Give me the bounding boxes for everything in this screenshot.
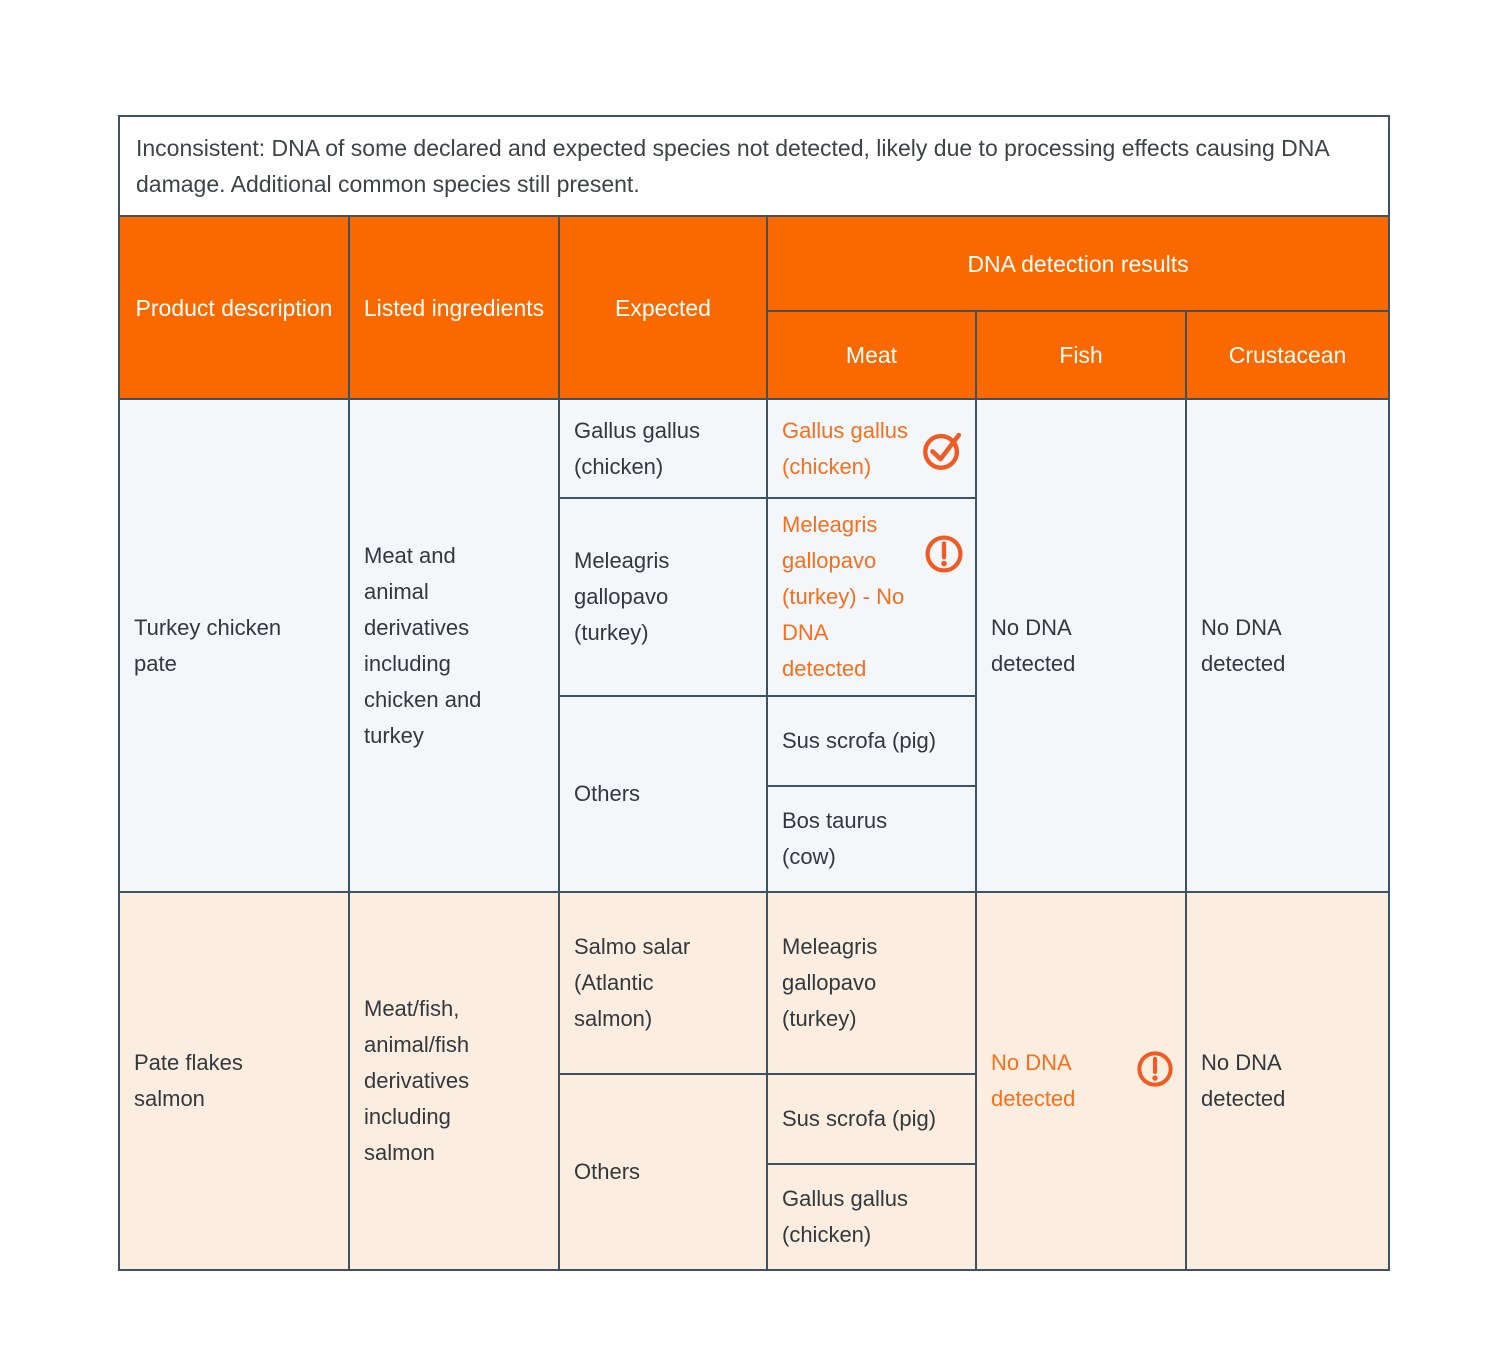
cell-expected-species [559,498,767,696]
cell-fish-result [976,892,1186,1270]
cell-expected-species [559,1074,767,1270]
exclamation-circle-icon [1135,1049,1175,1089]
fish-result-text: No DNA detected [991,614,1076,676]
cell-expected-species [559,892,767,1074]
meat-result-text: Meleagris gallopavo (turkey) [782,934,878,1031]
header-product-description: Product description [119,216,349,399]
expected-species-text: Others [574,781,641,806]
cell-fish-result [976,399,1186,892]
cell-meat-result [767,498,976,696]
cell-listed-ingredients [349,892,559,1270]
cell-product-name [119,892,349,1270]
dna-results-table [118,115,1390,1271]
crustacean-result-text: No DNA detected [1201,614,1286,676]
exclamation-circle-icon [923,533,965,575]
cell-expected-species [559,696,767,892]
header-meat: Meat [767,311,976,399]
header-expected: Expected [559,216,767,399]
ingredients-text: Meat/fish, animal/fish derivatives including salmon [364,996,470,1165]
expected-species-text: Others [574,1159,641,1184]
expected-species-text: Meleagris gallopavo (turkey) [574,548,670,645]
ingredients-text: Meat and animal derivatives including chicken and turkey [364,542,482,748]
table-caption [119,116,1389,216]
dna-results-table-container [118,115,1388,1271]
product-name-text: Turkey chicken pate [134,614,282,676]
header-dna-detection-results: DNA detection results [767,216,1389,311]
cell-meat-result [767,1074,976,1164]
header-crustacean: Crustacean [1186,311,1389,399]
expected-species-text: Gallus gallus (chicken) [574,417,700,479]
cell-meat-result [767,696,976,786]
meat-result-text: Bos taurus (cow) [782,808,888,869]
cell-meat-result [767,399,976,498]
meat-result-text: Gallus gallus (chicken) [782,417,908,479]
meat-result-text: Sus scrofa (pig) [782,1106,937,1131]
cell-expected-species [559,399,767,498]
crustacean-result-text: No DNA detected [1201,1050,1286,1111]
meat-result-text: Sus scrofa (pig) [782,728,937,753]
fish-result-text: No DNA detected [991,1050,1076,1111]
caption-text: Inconsistent: DNA of some declared and expected species not detected, likely due to processing effects causing DNA damage. Additional common species still present. [136,135,1329,197]
cell-crustacean-result [1186,399,1389,892]
cell-product-name [119,399,349,892]
header-listed-ingredients: Listed ingredients [349,216,559,399]
expected-species-text: Salmo salar (Atlantic salmon) [574,934,691,1031]
meat-result-text: Gallus gallus (chicken) [782,1186,908,1247]
product-name-text: Pate flakes salmon [134,1050,243,1111]
cell-meat-result [767,786,976,892]
cell-meat-result [767,892,976,1074]
cell-listed-ingredients [349,399,559,892]
cell-meat-result [767,1164,976,1270]
meat-result-text: Meleagris gallopavo (turkey) - No DNA detected [782,512,905,681]
check-circle-icon [921,427,965,471]
cell-crustacean-result [1186,892,1389,1270]
header-fish: Fish [976,311,1186,399]
